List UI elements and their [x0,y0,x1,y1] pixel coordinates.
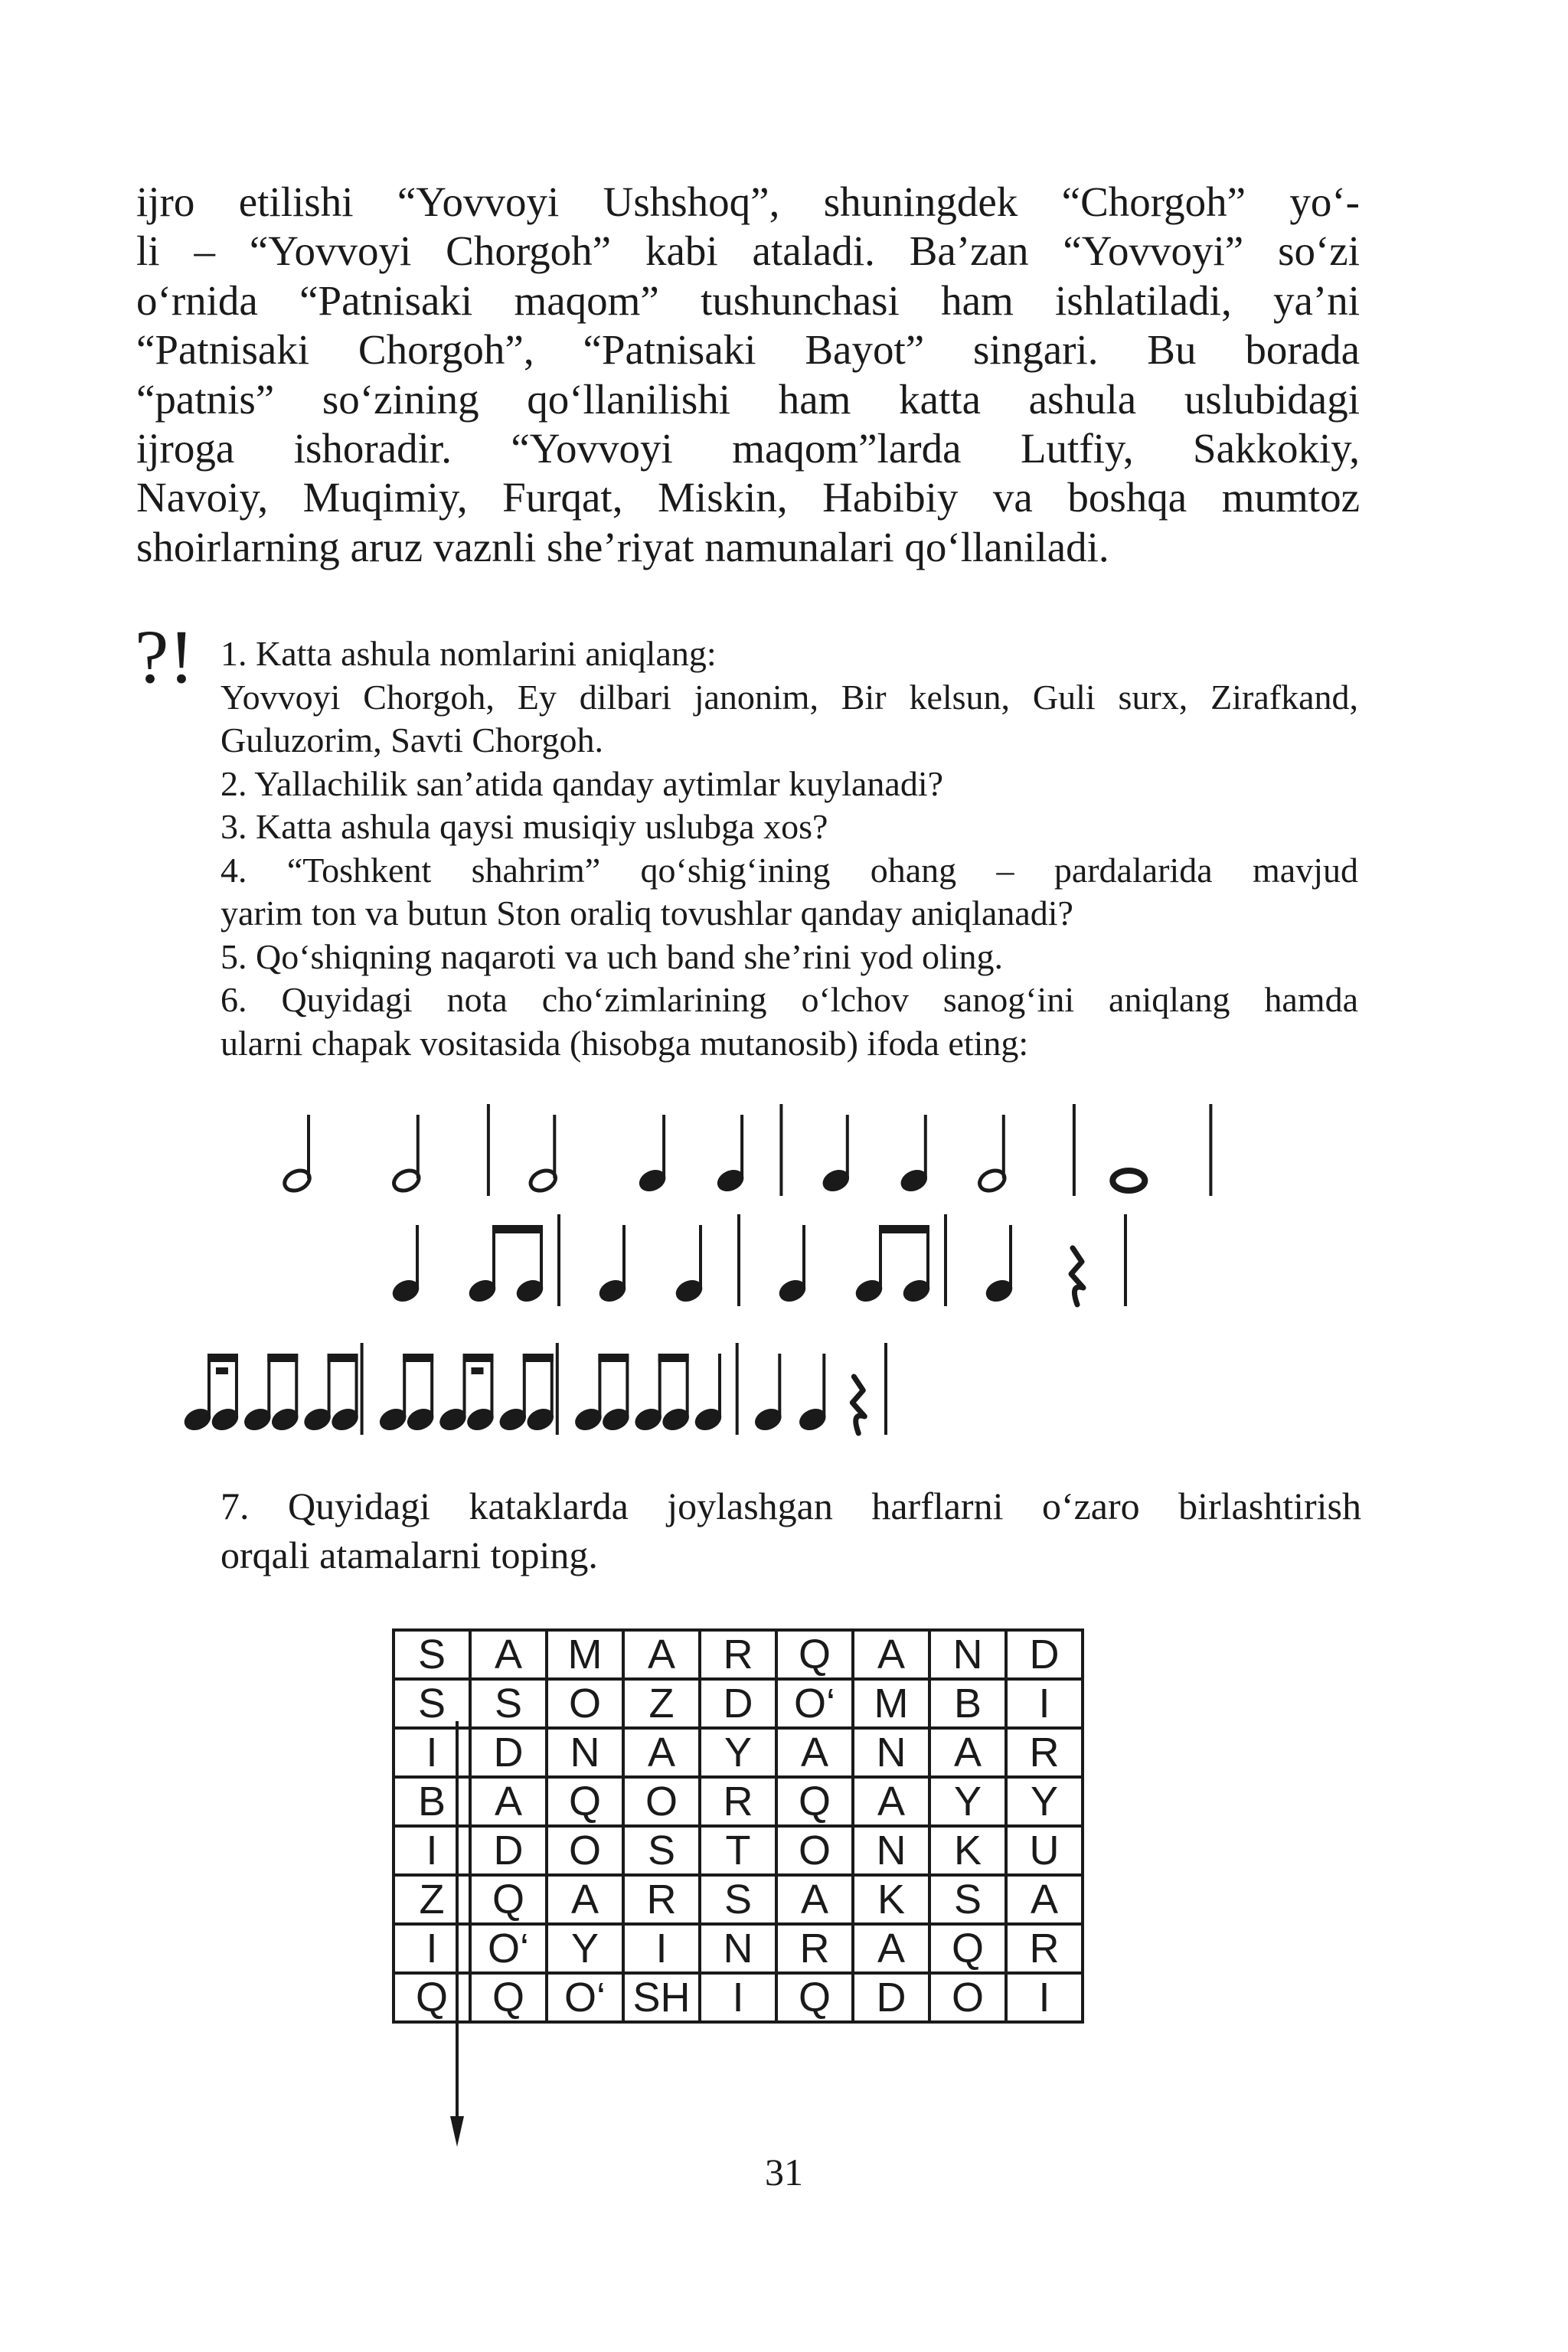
grid-cell: A [776,1875,853,1924]
question-line: 5. Qo‘shiqning naqaroti va uch band she’rini yod oling. [220,936,1004,976]
grid-row [394,1679,1083,1728]
grid-cell: O [776,1826,853,1875]
grid-cell: O [623,1777,700,1826]
grid-row [394,1924,1083,1973]
paragraph-line: ijro etilishi “Yovvoyi Ushshoq”, shuningdek “Chorgoh” yo‘- [136,178,1360,225]
paragraph-line: shoirlarning aruz vaznli she’riyat namunalari qo‘llaniladi. [136,523,1109,570]
grid-cell: A [853,1924,929,1973]
grid-cell: Q [929,1924,1006,1973]
grid-cell: O [547,1826,623,1875]
question-line: 7. Quyidagi kataklarda joylashgan harflarni o‘zaro birlashtirish [220,1485,1361,1527]
grid-cell: S [394,1630,470,1679]
grid-cell: Q [394,1973,470,2022]
grid-cell: M [547,1630,623,1679]
grid-cell: B [929,1679,1006,1728]
grid-cell: A [929,1728,1006,1777]
grid-cell: I [1006,1679,1083,1728]
grid-cell: A [853,1777,929,1826]
grid-row [394,1777,1083,1826]
question-7 [220,1481,1361,1579]
question-line: 1. Katta ashula nomlarini aniqlang: [220,634,717,673]
note-dot [470,1418,476,1424]
grid-cell: I [394,1728,470,1777]
grid-cell: D [700,1679,776,1728]
grid-cell: A [470,1630,547,1679]
grid-cell: I [394,1826,470,1875]
grid-cell: Q [470,1973,547,2022]
body-paragraph [136,178,1360,572]
grid-cell: I [700,1973,776,2022]
grid-cell: Z [394,1875,470,1924]
grid-cell: R [1006,1924,1083,1973]
question-marker-icon: ?! [135,614,194,699]
grid-cell: S [394,1679,470,1728]
quarter-rest [1071,1248,1083,1305]
paragraph-line: Navoiy, Muqimiy, Furqat, Miskin, Habibiy va boshqa mumtoz [136,474,1360,521]
grid-cell: R [700,1777,776,1826]
grid-row [394,1630,1083,1679]
grid-cell: U [1006,1826,1083,1875]
grid-cell: N [547,1728,623,1777]
arrow-down-icon [446,1721,469,2150]
grid-cell: A [470,1777,547,1826]
grid-cell: M [853,1679,929,1728]
question-line: 4. “Toshkent shahrim” qo‘shig‘ining ohang – pardalarida mavjud [220,850,1358,890]
paragraph-line: o‘rnida “Patnisaki maqom” tushunchasi ham ishlatiladi, ya’ni [136,276,1360,324]
grid-row [394,1728,1083,1777]
grid-cell: A [623,1728,700,1777]
grid-cell: O [547,1679,623,1728]
grid-cell: Y [547,1924,623,1973]
grid-cell: T [700,1826,776,1875]
grid-cell: O‘ [776,1679,853,1728]
grid-cell: B [394,1777,470,1826]
grid-cell: I [1006,1973,1083,2022]
paragraph-line: ijroga ishoradir. “Yovvoyi maqom”larda Lutfiy, Sakkokiy, [136,425,1360,472]
grid-cell: A [547,1875,623,1924]
note-beam [267,1354,298,1362]
grid-cell: Q [470,1875,547,1924]
whole-note [1112,1171,1145,1191]
question-line: 6. Quyidagi nota cho‘zimlarining o‘lchov sanog‘ini aniqlang hamda [220,980,1358,1019]
grid-cell: K [929,1826,1006,1875]
grid-cell: Y [1006,1777,1083,1826]
note-beam [328,1354,358,1362]
grid-cell: N [700,1924,776,1973]
note-beam-short [471,1367,483,1374]
grid-cell: S [700,1875,776,1924]
note-beam [879,1225,929,1233]
quarter-rest [852,1377,864,1433]
grid-cell: D [470,1728,547,1777]
grid-cell: O‘ [547,1973,623,2022]
letter-grid [392,1628,1084,2024]
question-line: yarim ton va butun Ston oraliq tovushlar qanday aniqlanadi? [220,893,1073,933]
grid-cell: S [470,1679,547,1728]
rhythm-notation [0,1087,1568,1455]
note-beam [403,1354,433,1362]
question-line: ularni chapak vositasida (hisobga mutanosib) ifoda eting: [220,1023,1029,1063]
grid-row [394,1875,1083,1924]
grid-cell: D [470,1826,547,1875]
grid-cell: A [1006,1875,1083,1924]
grid-cell: R [776,1924,853,1973]
grid-cell: N [853,1826,929,1875]
grid-cell: K [853,1875,929,1924]
grid-cell: Q [547,1777,623,1826]
grid-cell: R [623,1875,700,1924]
question-line: 3. Katta ashula qaysi musiqiy uslubga xos? [220,807,828,846]
grid-cell: Y [700,1728,776,1777]
grid-cell: Q [776,1973,853,2022]
grid-cell: A [776,1728,853,1777]
grid-cell: S [929,1875,1006,1924]
paragraph-line: “patnis” so‘zining qo‘llanilishi ham katta ashula uslubidagi [136,375,1360,423]
grid-cell: A [623,1630,700,1679]
grid-cell: I [394,1924,470,1973]
grid-cell: Z [623,1679,700,1728]
page-number: 31 [765,2151,803,2194]
grid-cell: O‘ [470,1924,547,1973]
grid-cell: I [623,1924,700,1973]
note-dot [214,1418,220,1424]
paragraph-line: li – “Yovvoyi Chorgoh” kabi ataladi. Ba’zan “Yovvoyi” so‘zi [136,227,1360,275]
note-beam [523,1354,554,1362]
grid-cell: O [929,1973,1006,2022]
note-beam [207,1354,238,1362]
grid-cell: Y [929,1777,1006,1826]
note-beam [463,1354,494,1362]
grid-cell: Q [776,1630,853,1679]
grid-cell: N [929,1630,1006,1679]
note-beam [658,1354,689,1362]
grid-cell: SH [623,1973,700,2022]
grid-cell: S [623,1826,700,1875]
grid-cell: A [853,1630,929,1679]
grid-row [394,1973,1083,2022]
note-beam-short [216,1367,228,1374]
paragraph-line: “Patnisaki Chorgoh”, “Patnisaki Bayot” singari. Bu borada [136,326,1360,374]
question-line: Guluzorim, Savti Chorgoh. [220,720,604,760]
grid-cell: R [1006,1728,1083,1777]
note-beam [598,1354,629,1362]
grid-cell: Q [776,1777,853,1826]
grid-cell: R [700,1630,776,1679]
note-beam [492,1225,543,1233]
question-line: 2. Yallachilik san’atida qanday aytimlar kuylanadi? [220,763,944,803]
grid-row [394,1826,1083,1875]
question-line: orqali atamalarni toping. [220,1534,598,1576]
grid-cell: N [853,1728,929,1777]
questions-list [220,632,1358,1065]
grid-cell: D [1006,1630,1083,1679]
grid-cell: D [853,1973,929,2022]
question-line: Yovvoyi Chorgoh, Ey dilbari janonim, Bir kelsun, Guli surx, Zirafkand, [220,677,1358,717]
